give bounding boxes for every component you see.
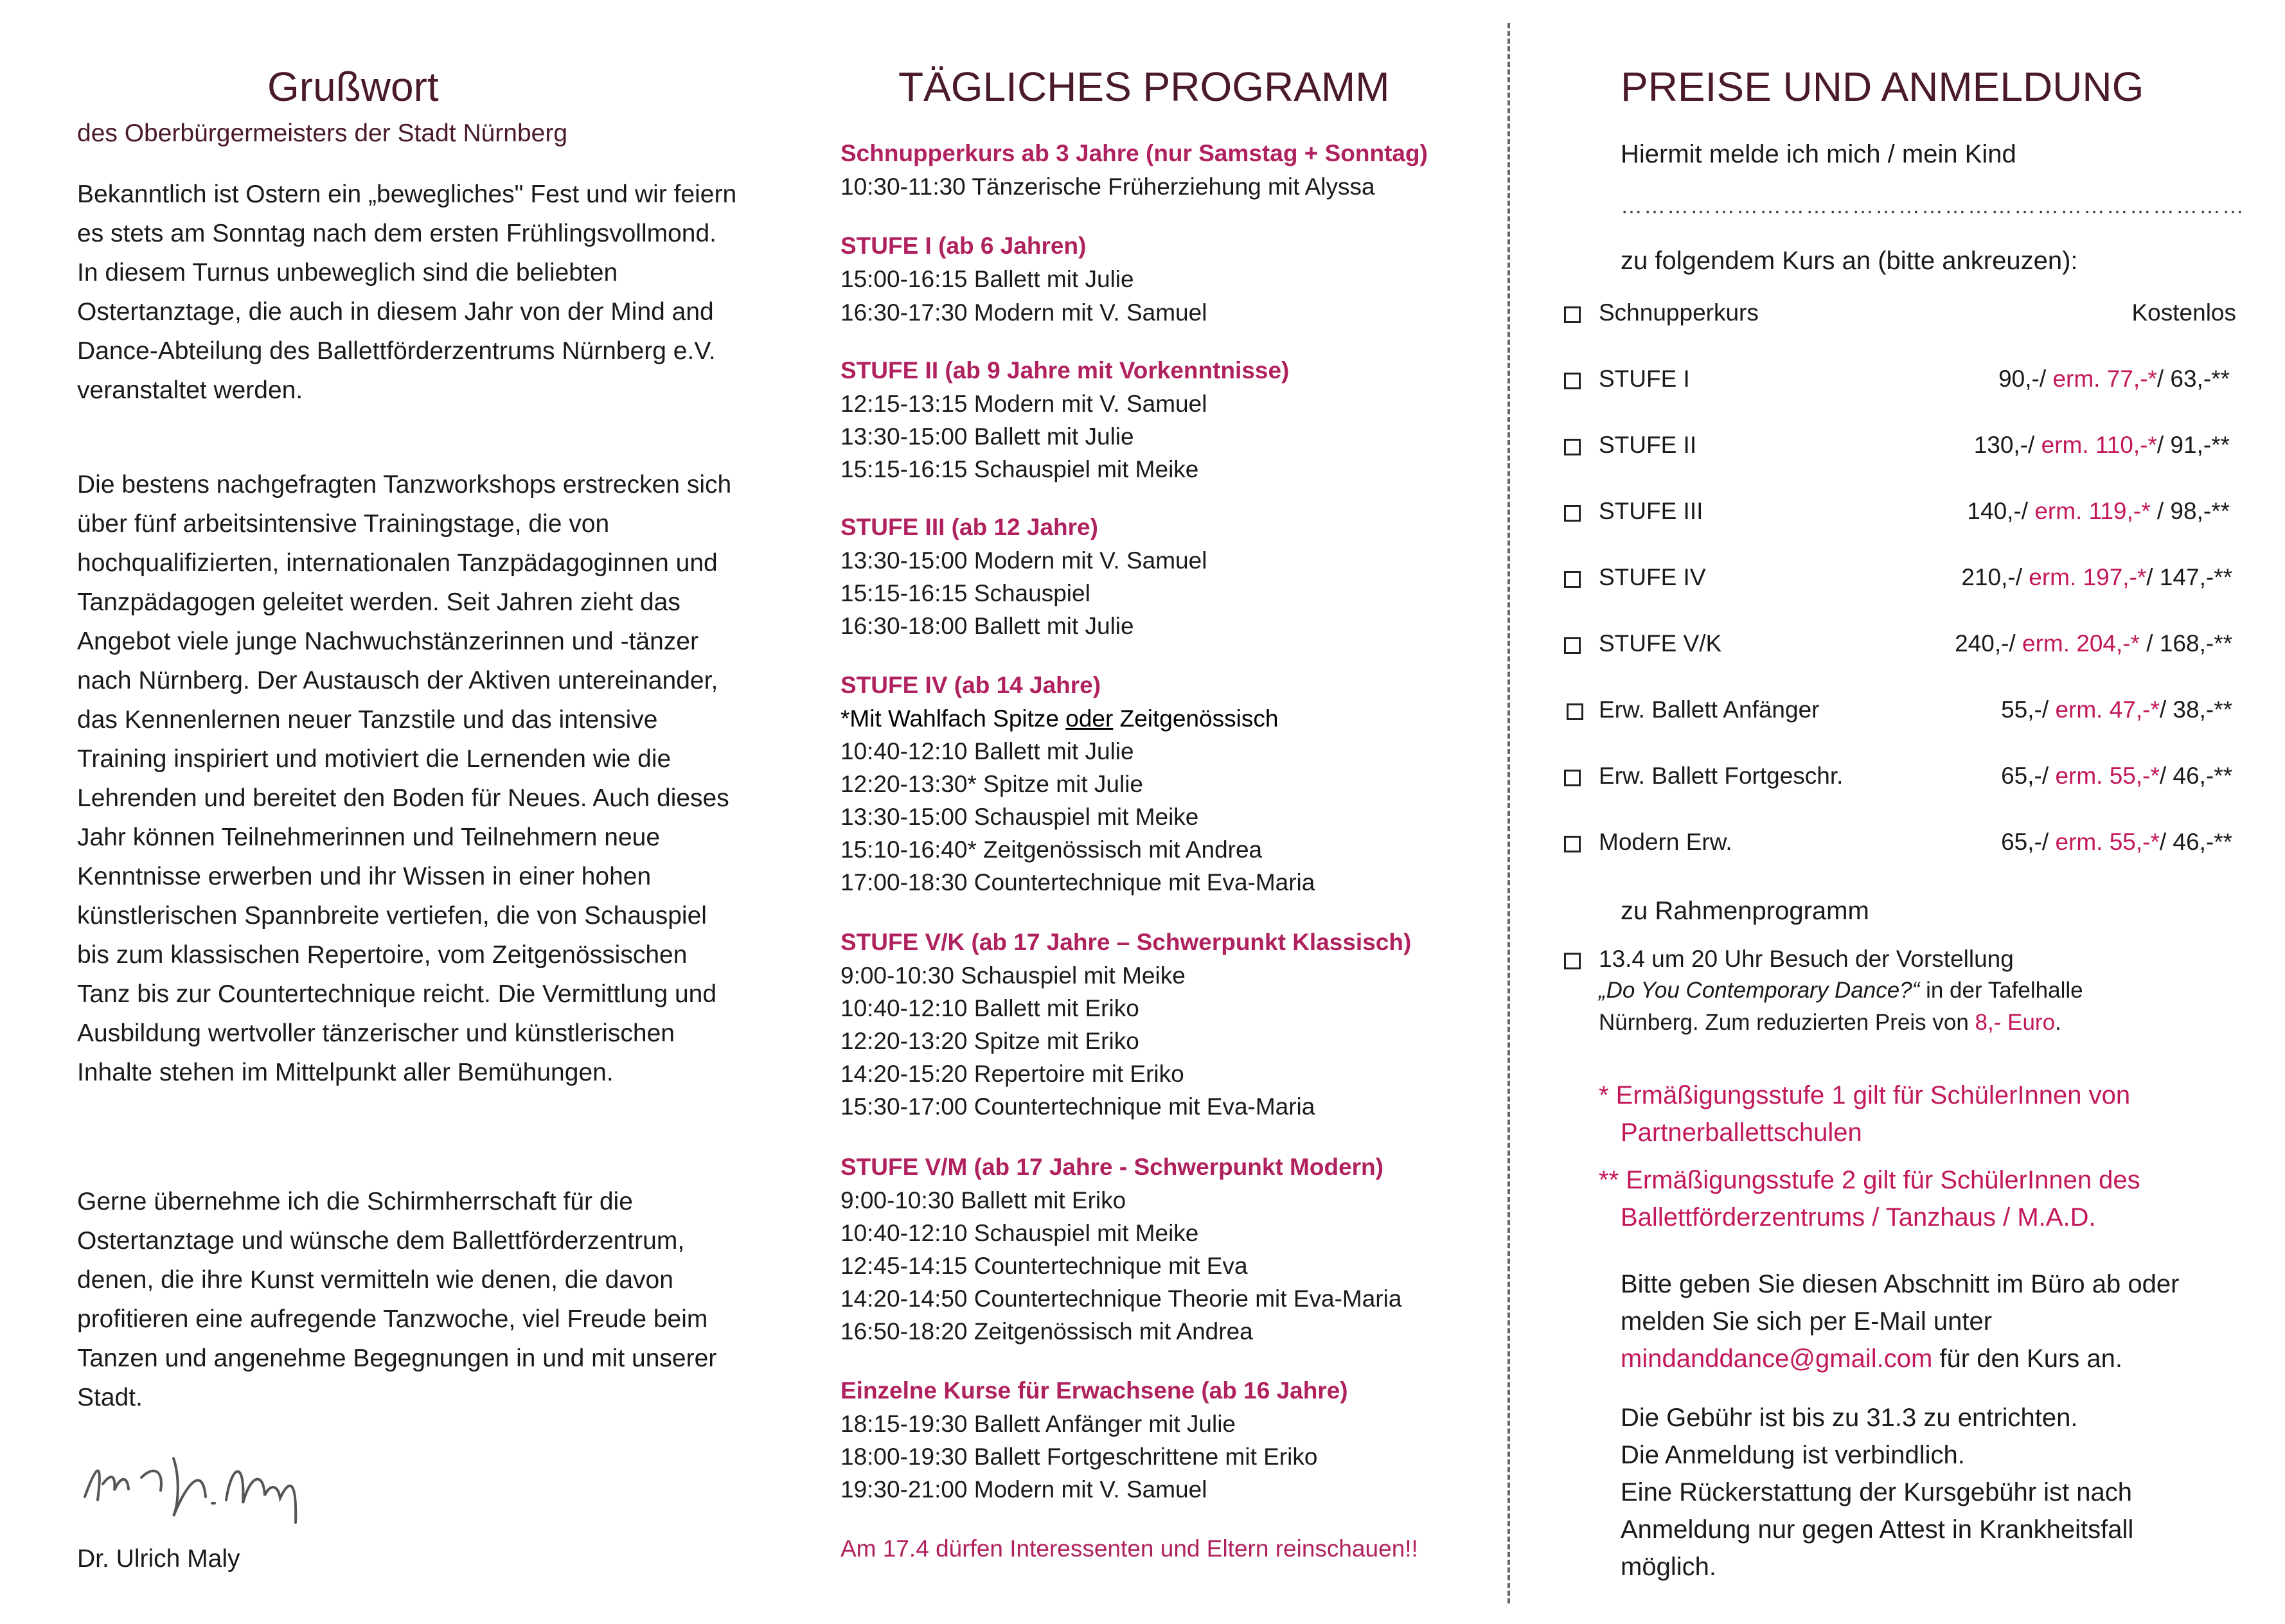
rahmenprogramm-heading: zu Rahmenprogramm (1621, 897, 1869, 925)
course-label: Erw. Ballett Fortgeschr. (1599, 763, 1844, 789)
course-label: STUFE IV (1599, 564, 1706, 590)
rahmen-line-3: Nürnberg. Zum reduzierten Preis von 8,- Euro. (1599, 1010, 2061, 1035)
program-line: 13:30-15:00 Schauspiel mit Meike (840, 804, 1199, 830)
fee-info: Die Gebühr ist bis zu 31.3 zu entrichten. Die Anmeldung ist verbindlich. Eine Rückerstattung der Kursgebühr ist nach Anmeldung nur gegen Attest in Krankheitsfall möglich. (1621, 1404, 2134, 1581)
greeting-paragraph-2: Die bestens nachgefragten Tanzworkshops erstrecken sich über fünf arbeitsintensive Trainingstage, die von hochqualifizierten, internationalen Tanzpädagoginnen und Tanzpädagogen geleitet werden. Seit Jahren zieht das Angebot viele junge Nachwuchstänzerinnen und -tänzer nach Nürnberg. Der Austausch der Aktiven untereinander, das Kennenlernen neuer Tanzstile und das intensive Training inspiriert und motiviert die Lernenden wie die Lehrenden und bereitet den Boden für Neues. Auch dieses Jahr können Teilnehmerinnen und Teilnehmern neue Kenntnisse erwerben und ihr Wissen in einer hohen künstlerischen Spannbreite vertiefen, die von Schauspiel bis zum klassischen Repertoire, vom Zeitgenössischen Tanz bis zur Countertechnique reicht. Die Vermittlung und Ausbildung wertvoller tänzerischer und künstlerischen Inhalte stehen im Mittelpunkt aller Bemühungen. (77, 471, 732, 1086)
course-price: 65,-/ erm. 55,-*/ 46,-** (2001, 829, 2232, 855)
section-heading-adults: Einzelne Kurse für Erwachsene (ab 16 Jahre) (840, 1377, 1348, 1404)
course-price: 240,-/ erm. 204,-* / 168,-** (1955, 630, 2232, 657)
program-line: 12:20-13:20 Spitze mit Eriko (840, 1028, 1139, 1054)
rahmen-line-2: „Do You Contemporary Dance?“ in der Tafelhalle (1599, 978, 2083, 1003)
greeting-title: Grußwort (267, 64, 439, 110)
signature-image (77, 1439, 321, 1535)
checkbox-stufe-5k[interactable] (1564, 637, 1581, 654)
email-link[interactable]: mindanddance@gmail.com (1621, 1345, 1933, 1373)
section-heading-stufe-5m: STUFE V/M (ab 17 Jahre - Schwerpunkt Modern) (840, 1154, 1383, 1180)
program-title: TÄGLICHES PROGRAMM (898, 64, 1390, 110)
section-heading-stufe-5k: STUFE V/K (ab 17 Jahre – Schwerpunkt Klassisch) (840, 929, 1412, 955)
course-price: 65,-/ erm. 55,-*/ 46,-** (2001, 763, 2232, 789)
checkbox-stufe-2[interactable] (1564, 439, 1581, 455)
program-line: 15:30-17:00 Countertechnique mit Eva-Maria (840, 1093, 1315, 1120)
program-line: 15:10-16:40* Zeitgenössisch mit Andrea (840, 836, 1263, 863)
program-line: 16:50-18:20 Zeitgenössisch mit Andrea (840, 1318, 1253, 1345)
program-line: 18:15-19:30 Ballett Anfänger mit Julie (840, 1411, 1236, 1437)
course-price: 90,-/ erm. 77,-*/ 63,-** (1998, 366, 2230, 392)
program-line: 17:00-18:30 Countertechnique mit Eva-Maria (840, 869, 1315, 896)
greeting-paragraph-3: Gerne übernehme ich die Schirmherrschaft für die Ostertanztage und wünsche dem Ballettförderzentrum, denen, die ihre Kunst vermitteln wie denen, die davon profitieren eine aufregende Tanzwoche, viel Freude beim Tanzen und angenehme Begegnungen in und mit unserer Stadt. (77, 1188, 717, 1411)
checkbox-stufe-1[interactable] (1564, 373, 1581, 389)
signature-name: Dr. Ulrich Maly (77, 1545, 240, 1573)
discount-note-2: ** Ermäßigungsstufe 2 gilt für SchülerInnen des Ballettförderzentrums / Tanzhaus / M.A.D. (1599, 1166, 2140, 1231)
program-line: 15:15-16:15 Schauspiel mit Meike (840, 456, 1199, 482)
course-prompt: zu folgendem Kurs an (bitte ankreuzen): (1621, 247, 2078, 275)
course-price: 55,-/ erm. 47,-*/ 38,-** (2001, 696, 2232, 723)
checkbox-schnupperkurs[interactable] (1564, 306, 1581, 323)
course-price: 130,-/ erm. 110,-*/ 91,-** (1973, 432, 2230, 458)
checkbox-modern-erw[interactable] (1564, 836, 1581, 852)
program-line: 9:00-10:30 Ballett mit Eriko (840, 1187, 1126, 1214)
section-heading-stufe-4: STUFE IV (ab 14 Jahre) (840, 672, 1101, 698)
program-line: 13:30-15:00 Modern mit V. Samuel (840, 547, 1207, 574)
checkbox-vorstellung[interactable] (1564, 953, 1581, 969)
cut-line-divider (1507, 23, 1510, 1603)
program-line: 10:40-12:10 Schauspiel mit Meike (840, 1220, 1199, 1246)
stufe-4-elective-note: *Mit Wahlfach Spitze oder Zeitgenössisch (840, 705, 1279, 732)
course-label: Schnupperkurs (1599, 299, 1759, 326)
prices-title: PREISE UND ANMELDUNG (1621, 64, 2144, 110)
visitor-note: Am 17.4 dürfen Interessenten und Eltern reinschauen!! (840, 1535, 1418, 1562)
program-line: 14:20-14:50 Countertechnique Theorie mit Eva-Maria (840, 1285, 1402, 1312)
discount-note-1: * Ermäßigungsstufe 1 gilt für SchülerInnen von Partnerballettschulen (1599, 1081, 2131, 1147)
registration-intro: Hiermit melde ich mich / mein Kind (1621, 140, 2016, 168)
course-price: 140,-/ erm. 119,-* / 98,-** (1967, 498, 2230, 524)
course-label: STUFE II (1599, 432, 1697, 458)
checkbox-stufe-3[interactable] (1564, 505, 1581, 522)
course-label: Modern Erw. (1599, 829, 1732, 855)
submission-info: Bitte geben Sie diesen Abschnitt im Büro ab oder melden Sie sich per E-Mail unter mindanddance@gmail.com für den Kurs an. (1621, 1270, 2180, 1373)
program-line: 16:30-17:30 Modern mit V. Samuel (840, 299, 1207, 326)
program-line: 15:00-16:15 Ballett mit Julie (840, 266, 1134, 292)
program-line: 16:30-18:00 Ballett mit Julie (840, 613, 1134, 639)
greeting-subtitle: des Oberbürgermeisters der Stadt Nürnberg (77, 119, 568, 147)
program-line: 12:20-13:30* Spitze mit Julie (840, 771, 1143, 797)
greeting-paragraph-1: Bekanntlich ist Ostern ein „bewegliches" Fest und wir feiern es stets am Sonntag nach dem ersten Frühlingsvollmond. In diesem Turnus unbeweglich sind die beliebten Ostertanztage, die auch in diesem Jahr von der Mind and Dance-Abteilung des Ballettförderzentrums Nürnberg e.V. veranstaltet werden. (77, 181, 737, 404)
section-heading-schnupper: Schnupperkurs ab 3 Jahre (nur Samstag + Sonntag) (840, 140, 1428, 166)
program-line: 14:20-15:20 Repertoire mit Eriko (840, 1061, 1184, 1087)
rahmen-line-1: 13.4 um 20 Uhr Besuch der Vorstellung (1599, 946, 2014, 972)
program-line: 10:40-12:10 Ballett mit Eriko (840, 995, 1139, 1021)
course-label: STUFE I (1599, 366, 1690, 392)
program-line: 12:15-13:15 Modern mit V. Samuel (840, 391, 1207, 417)
course-label: STUFE V/K (1599, 630, 1722, 657)
name-entry-line[interactable]: ……………………………………………………………………… (1621, 194, 2245, 218)
course-price: 210,-/ erm. 197,-*/ 147,-** (1961, 564, 2232, 590)
checkbox-stufe-4[interactable] (1564, 571, 1581, 588)
section-heading-stufe-3: STUFE III (ab 12 Jahre) (840, 514, 1098, 540)
course-label: Erw. Ballett Anfänger (1599, 696, 1820, 723)
program-line: 19:30-21:00 Modern mit V. Samuel (840, 1476, 1207, 1503)
section-heading-stufe-1: STUFE I (ab 6 Jahren) (840, 233, 1087, 259)
program-line: 15:15-16:15 Schauspiel (840, 580, 1090, 606)
program-line: 9:00-10:30 Schauspiel mit Meike (840, 962, 1186, 989)
program-line: 10:40-12:10 Ballett mit Julie (840, 738, 1134, 764)
checkbox-erw-ballett-fortgeschr[interactable] (1564, 770, 1581, 786)
checkbox-erw-ballett-anfaenger[interactable] (1567, 703, 1583, 720)
program-line: 18:00-19:30 Ballett Fortgeschrittene mit Eriko (840, 1443, 1318, 1470)
program-line: 13:30-15:00 Ballett mit Julie (840, 423, 1134, 450)
section-heading-stufe-2: STUFE II (ab 9 Jahre mit Vorkenntnisse) (840, 357, 1290, 384)
course-label: STUFE III (1599, 498, 1703, 524)
program-line: 12:45-14:15 Countertechnique mit Eva (840, 1253, 1248, 1279)
course-price: Kostenlos (2131, 299, 2236, 326)
program-line: 10:30-11:30 Tänzerische Früherziehung mit Alyssa (840, 173, 1375, 200)
